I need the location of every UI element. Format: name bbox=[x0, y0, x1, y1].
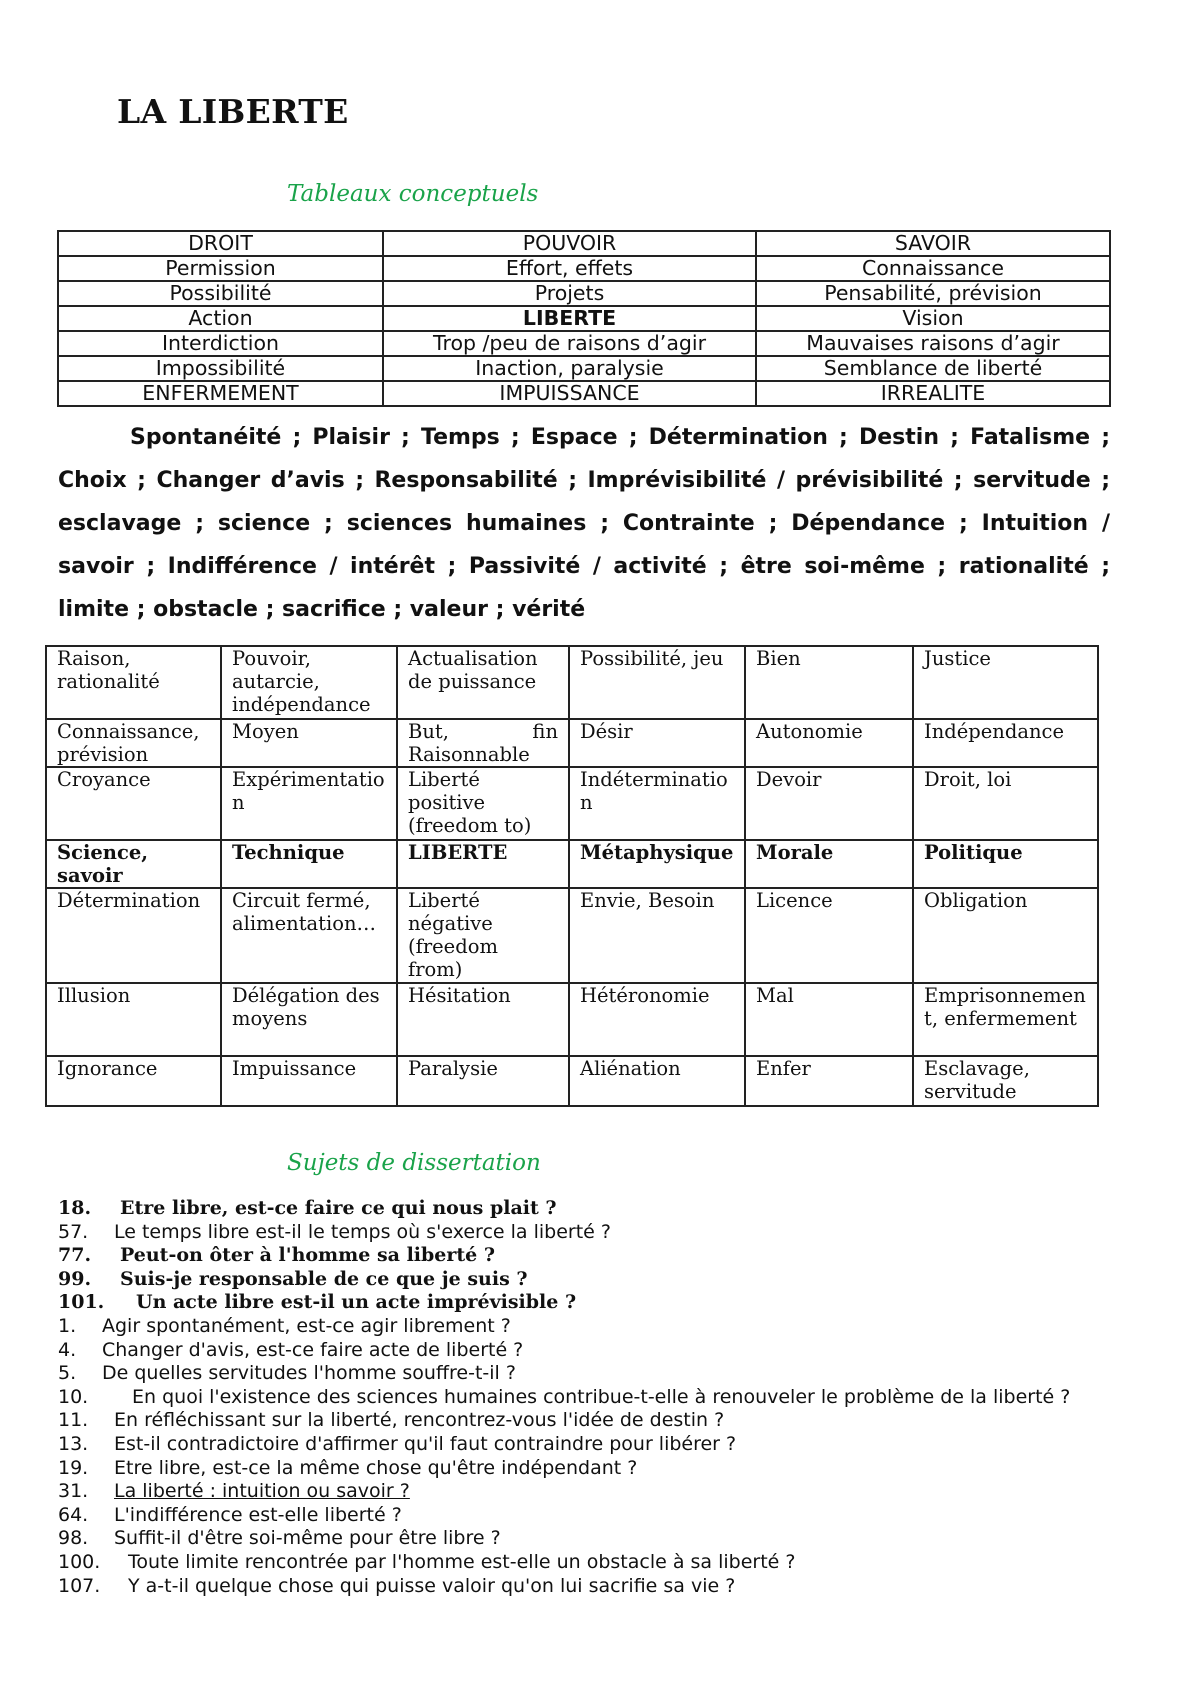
table-row bbox=[46, 888, 1098, 983]
table-cell: Impossibilité bbox=[58, 356, 383, 381]
table-cell: Effort, effets bbox=[383, 256, 756, 281]
list-item: 4. Changer d'avis, est-ce faire acte de liberté ? bbox=[58, 1338, 524, 1361]
table-cell: Expérimentation bbox=[221, 767, 397, 840]
table-row bbox=[58, 331, 1110, 356]
list-item: 1. Agir spontanément, est-ce agir librement ? bbox=[58, 1314, 511, 1337]
list-item: 10. En quoi l'existence des sciences humaines contribue-t-elle à renouveler le problème de la liberté ? bbox=[58, 1385, 1071, 1408]
list-item: 101. Un acte libre est-il un acte imprévisible ? bbox=[58, 1291, 577, 1314]
table-row bbox=[58, 256, 1110, 281]
table-cell: Hétéronomie bbox=[569, 983, 745, 1056]
table-cell-center: LIBERTE bbox=[383, 306, 756, 331]
table-cell: Droit, loi bbox=[913, 767, 1098, 840]
table-cell: Connaissance, prévision bbox=[46, 719, 221, 767]
table-cell: Emprisonnement, enfermement bbox=[913, 983, 1098, 1056]
table-cell: Indépendance bbox=[913, 719, 1098, 767]
table-row bbox=[58, 281, 1110, 306]
list-item: 31. La liberté : intuition ou savoir ? bbox=[58, 1480, 410, 1503]
list-item: 5. De quelles servitudes l'homme souffre-t-il ? bbox=[58, 1362, 516, 1385]
table-row bbox=[58, 381, 1110, 406]
list-item: 77. Peut-on ôter à l'homme sa liberté ? bbox=[58, 1244, 496, 1267]
table-cell: Mauvaises raisons d’agir bbox=[756, 331, 1110, 356]
table-cell: Métaphysique bbox=[569, 840, 745, 888]
table-row bbox=[58, 231, 1110, 256]
table-cell: Possibilité bbox=[58, 281, 383, 306]
table-cell: Action bbox=[58, 306, 383, 331]
table-cell: Devoir bbox=[745, 767, 913, 840]
table-cell: Moyen bbox=[221, 719, 397, 767]
list-item: 100. Toute limite rencontrée par l'homme est-elle un obstacle à sa liberté ? bbox=[58, 1550, 796, 1573]
tables-heading: Tableaux conceptuels bbox=[287, 181, 539, 207]
table-cell: Impuissance bbox=[221, 1056, 397, 1106]
table-cell: Science, savoir bbox=[46, 840, 221, 888]
table-cell: Inaction, paralysie bbox=[383, 356, 756, 381]
table-cell: Illusion bbox=[46, 983, 221, 1056]
table-cell: Justice bbox=[913, 646, 1098, 719]
dissertation-heading: Sujets de dissertation bbox=[287, 1150, 541, 1176]
table-row bbox=[46, 646, 1098, 719]
table-cell: Enfer bbox=[745, 1056, 913, 1106]
list-item: 99. Suis-je responsable de ce que je suis ? bbox=[58, 1267, 528, 1290]
table-row bbox=[46, 840, 1098, 888]
table-cell: Pensabilité, prévision bbox=[756, 281, 1110, 306]
list-item: 18. Etre libre, est-ce faire ce qui nous plait ? bbox=[58, 1197, 557, 1219]
table-cell: Trop /peu de raisons d’agir bbox=[383, 331, 756, 356]
table-cell: Licence bbox=[745, 888, 913, 983]
list-item: 107. Y a-t-il quelque chose qui puisse valoir qu'on lui sacrifie sa vie ? bbox=[58, 1574, 736, 1597]
table-cell: Obligation bbox=[913, 888, 1098, 983]
table-cell: Esclavage, servitude bbox=[913, 1056, 1098, 1106]
table-row bbox=[58, 306, 1110, 331]
table-cell: Pouvoir, autarcie, indépendance bbox=[221, 646, 397, 719]
table-cell: Politique bbox=[913, 840, 1098, 888]
table-cell: Actualisation de puissance bbox=[397, 646, 569, 719]
list-item: 19. Etre libre, est-ce la même chose qu'être indépendant ? bbox=[58, 1456, 638, 1479]
page-title: LA LIBERTE bbox=[117, 92, 349, 131]
table-cell: Ignorance bbox=[46, 1056, 221, 1106]
list-item: 98. Suffit-il d'être soi-même pour être libre ? bbox=[58, 1527, 501, 1550]
table-cell: LIBERTE bbox=[397, 840, 569, 888]
table-cell: Interdiction bbox=[58, 331, 383, 356]
table-cell: Indétermination bbox=[569, 767, 745, 840]
list-item: 13. Est-il contradictoire d'affirmer qu'il faut contraindre pour libérer ? bbox=[58, 1432, 737, 1455]
table-cell: Désir bbox=[569, 719, 745, 767]
table-cell: Aliénation bbox=[569, 1056, 745, 1106]
subjects-list bbox=[58, 1197, 1110, 1598]
table-cell: Raison, rationalité bbox=[46, 646, 221, 719]
table-row bbox=[46, 719, 1098, 767]
table-cell: SAVOIR bbox=[756, 231, 1110, 256]
table-cell: Vision bbox=[756, 306, 1110, 331]
table-cell: POUVOIR bbox=[383, 231, 756, 256]
table-row bbox=[46, 983, 1098, 1056]
table-cell: ENFERMEMENT bbox=[58, 381, 383, 406]
table-cell: Technique bbox=[221, 840, 397, 888]
concept-table-2 bbox=[45, 645, 1099, 1107]
table-cell: Délégation des moyens bbox=[221, 983, 397, 1056]
table-cell: Connaissance bbox=[756, 256, 1110, 281]
table-cell: IMPUISSANCE bbox=[383, 381, 756, 406]
table-cell: Morale bbox=[745, 840, 913, 888]
table-cell: Liberté négative (freedom from) bbox=[397, 888, 569, 983]
table-cell: Paralysie bbox=[397, 1056, 569, 1106]
table-cell: Liberté positive (freedom to) bbox=[397, 767, 569, 840]
list-item: 64. L'indifférence est-elle liberté ? bbox=[58, 1503, 402, 1526]
table-cell: Mal bbox=[745, 983, 913, 1056]
table-row bbox=[46, 1056, 1098, 1106]
table-cell: Croyance bbox=[46, 767, 221, 840]
table-cell: Bien bbox=[745, 646, 913, 719]
table-cell: Semblance de liberté bbox=[756, 356, 1110, 381]
table-cell: Possibilité, jeu bbox=[569, 646, 745, 719]
table-cell: DROIT bbox=[58, 231, 383, 256]
table-cell: Circuit fermé, alimentation… bbox=[221, 888, 397, 983]
concept-table-1 bbox=[57, 230, 1111, 407]
table-cell: Autonomie bbox=[745, 719, 913, 767]
concepts-paragraph: Spontanéité ; Plaisir ; Temps ; Espace ; Détermination ; Destin ; Fatalisme ; Choix ; Changer d’avis ; Responsabilité ; Imprévisibilité / prévisibilité ; servitude ; esclavage ; science ; sciences humaines ; Contrainte ; Dépendance ; Intuition / savoir ; Indifférence / intérêt ; Passivité / activité ; être soi-même ; rationalité ; limite ; obstacle ; sacrifice ; valeur ; vérité bbox=[58, 425, 1110, 622]
table-row bbox=[46, 767, 1098, 840]
list-item: 11. En réfléchissant sur la liberté, rencontrez-vous l'idée de destin ? bbox=[58, 1409, 725, 1432]
table-cell: But, fin Raisonnable bbox=[397, 719, 569, 767]
table-row bbox=[58, 356, 1110, 381]
table-cell: Hésitation bbox=[397, 983, 569, 1056]
table-cell: Envie, Besoin bbox=[569, 888, 745, 983]
list-item: 57. Le temps libre est-il le temps où s'exerce la liberté ? bbox=[58, 1220, 611, 1243]
table-cell: Projets bbox=[383, 281, 756, 306]
table-cell: IRREALITE bbox=[756, 381, 1110, 406]
table-cell: Permission bbox=[58, 256, 383, 281]
table-cell: Détermination bbox=[46, 888, 221, 983]
